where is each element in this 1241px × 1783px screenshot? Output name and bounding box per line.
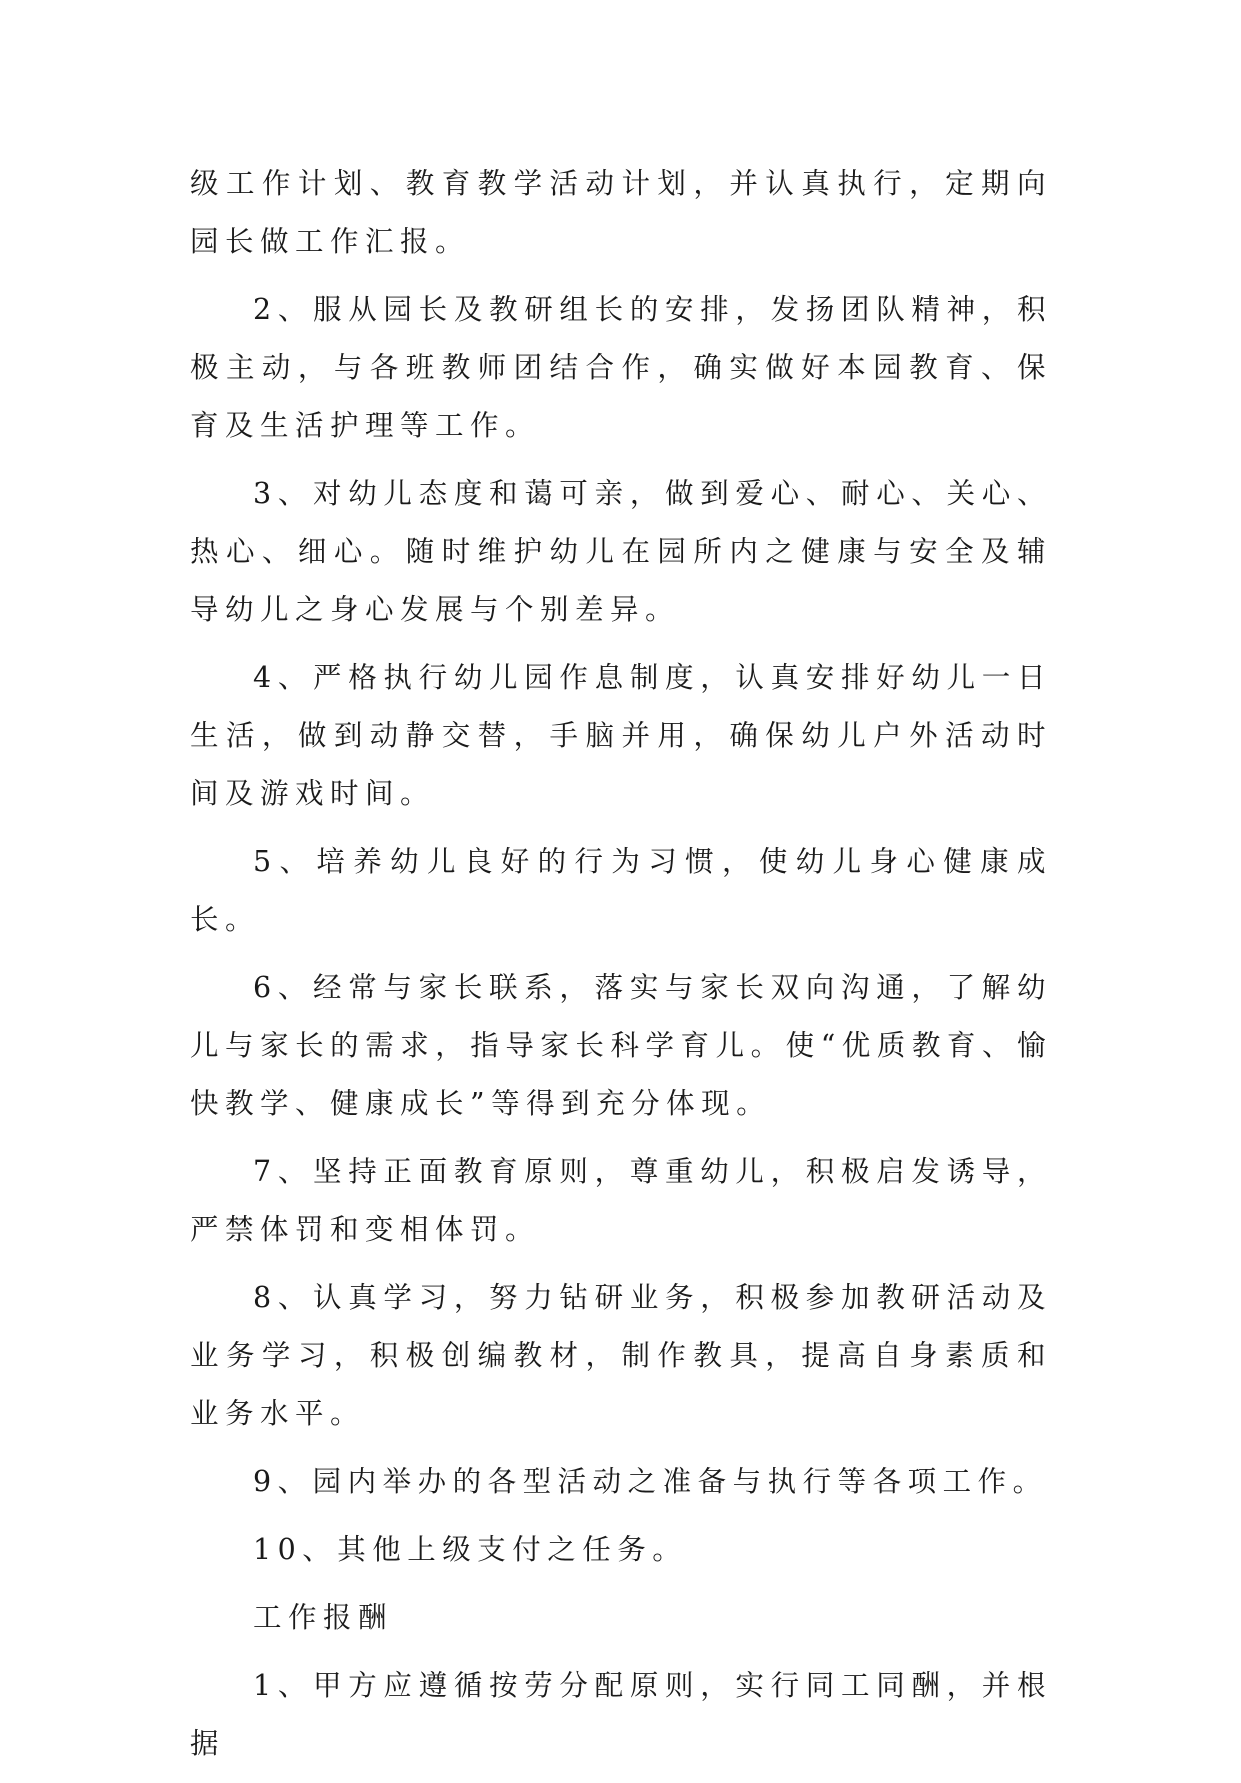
paragraph-item-3: 3、对幼儿态度和蔼可亲，做到爱心、耐心、关心、热心、细心。随时维护幼儿在园所内之健康与安全及辅导幼儿之身心发展与个别差异。 xyxy=(190,477,1052,626)
document-page xyxy=(190,155,1052,1783)
paragraph-item-9: 9、园内举办的各型活动之准备与执行等各项工作。 xyxy=(253,1465,1048,1498)
section-heading-compensation: 工作报酬 xyxy=(253,1601,394,1634)
paragraph-item-5: 5、培养幼儿良好的行为习惯，使幼儿身心健康成长。 xyxy=(190,845,1052,936)
paragraph-item-2: 2、服从园长及教研组长的安排，发扬团队精神，积极主动，与各班教师团结合作，确实做好本园教育、保育及生活护理等工作。 xyxy=(190,293,1052,442)
paragraph-item-6: 6、经常与家长联系，落实与家长双向沟通，了解幼儿与家长的需求，指导家长科学育儿。使“优质教育、愉快教学、健康成长”等得到充分体现。 xyxy=(190,971,1052,1120)
paragraph-compensation-1: 1、甲方应遵循按劳分配原则，实行同工同酬，并根据 xyxy=(190,1669,1052,1760)
paragraph-item-4: 4、严格执行幼儿园作息制度，认真安排好幼儿一日生活，做到动静交替，手脑并用，确保幼儿户外活动时间及游戏时间。 xyxy=(190,661,1052,810)
paragraph-item-10: 10、其他上级支付之任务。 xyxy=(253,1533,688,1566)
paragraph-item-8: 8、认真学习，努力钻研业务，积极参加教研活动及业务学习，积极创编教材，制作教具，提高自身素质和业务水平。 xyxy=(190,1281,1052,1430)
paragraph-continuation: 级工作计划、教育教学活动计划，并认真执行，定期向园长做工作汇报。 xyxy=(190,167,1052,258)
paragraph-item-7: 7、坚持正面教育原则，尊重幼儿，积极启发诱导，严禁体罚和变相体罚。 xyxy=(190,1155,1052,1246)
